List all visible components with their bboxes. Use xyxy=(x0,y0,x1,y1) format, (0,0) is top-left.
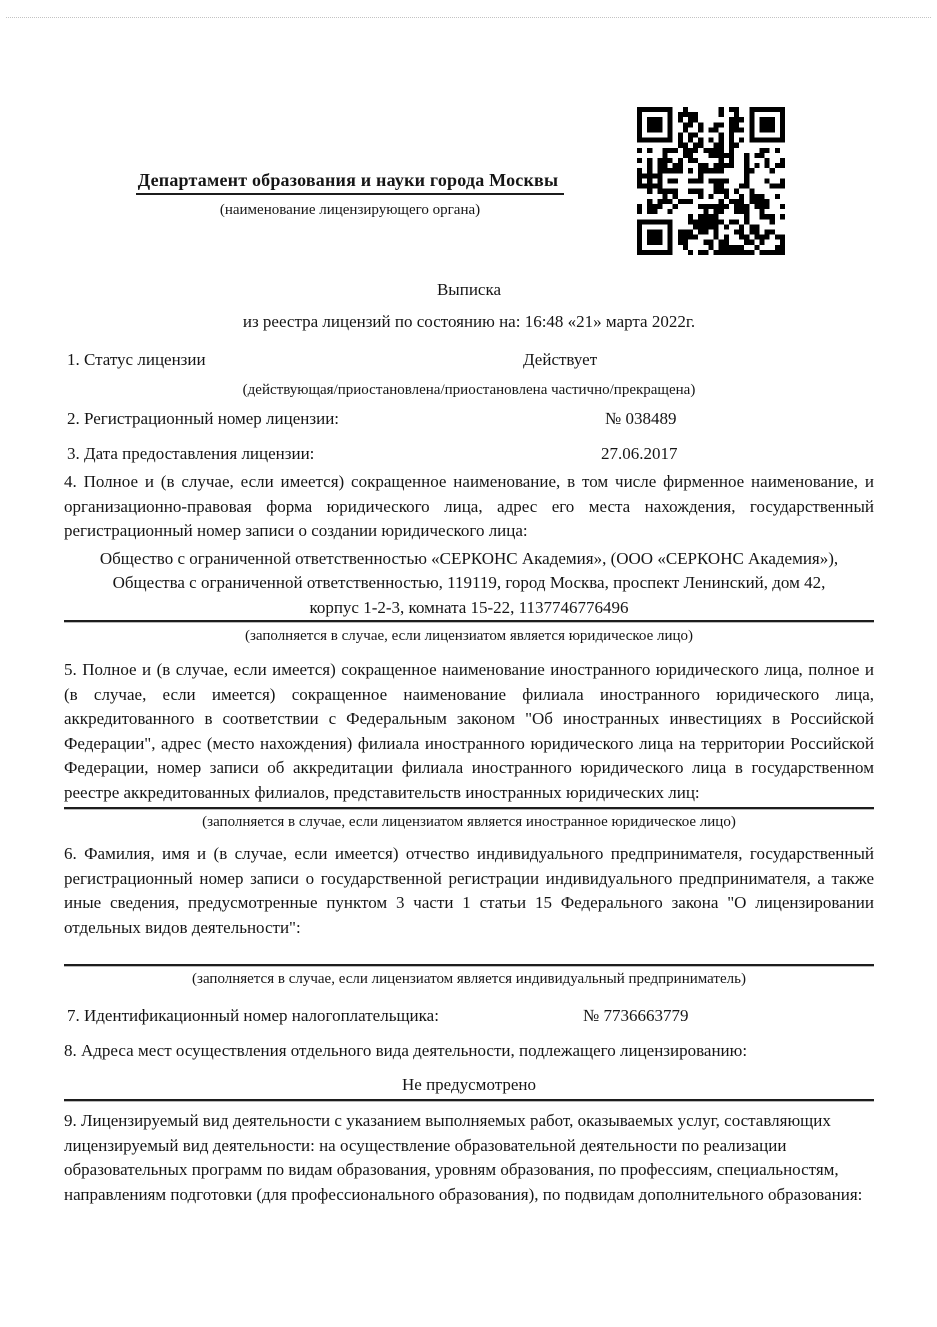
field-license-status xyxy=(64,348,874,372)
separator-rule-addresses xyxy=(64,1099,874,1101)
taxpayer-number-value: № 7736663779 xyxy=(583,1006,689,1025)
scan-artifact-line xyxy=(6,17,931,18)
grant-date-value: 27.06.2017 xyxy=(601,444,678,463)
clause-8-text: 8. Адреса мест осуществления отдельного вида деятельности, подлежащего лицензированию: xyxy=(64,1041,748,1060)
field-grant-date xyxy=(64,442,874,466)
entrepreneur-caption: (заполняется в случае, если лицензиатом является индивидуальный предприниматель) xyxy=(192,971,746,987)
separator-rule-legal-entity xyxy=(64,620,874,622)
clause-5-text: 5. Полное и (в случае, если имеется) сокращенное наименование иностранного юридического лица, полное и (в случае, если имеется) сокращенное наименование филиала иностранного юридического лица, аккредитованного в соответствии с Федеральным законом "Об иностранных инвестициях в Российской Федерации", адрес (место нахождения) филиала иностранного юридического лица на территории Российской Федерации, номер записи об аккредитации филиала иностранного юридического лица в государственном реестре аккредитованных филиалов, представительств иностранных юридических лиц: xyxy=(64,660,874,802)
license-status-label: 1. Статус лицензии xyxy=(67,350,206,369)
document-header xyxy=(64,168,636,220)
licensee-name-and-address: Общество с ограниченной ответственностью «СЕРКОНС Академия», (ООО «СЕРКОНС Академия»), Общества с ограниченной ответственностью, 119119, город Москва, проспект Ленинский, дом 42, корпус 1-2-3, комната 15-22, 1137746776496 xyxy=(99,548,839,617)
license-status-value: Действует xyxy=(523,350,598,369)
license-status-options-caption: (действующая/приостановлена/приостановлена частично/прекращена) xyxy=(242,382,696,398)
document-body xyxy=(64,278,874,1207)
registration-number-value: № 038489 xyxy=(605,409,677,428)
clause-4-text: 4. Полное и (в случае, если имеется) сокращенное наименование, в том числе фирменное наименование, и организационно-правовая форма юридического лица, адрес его места нахождения, государственный регистрационный номер записи о создании юридического лица: xyxy=(64,472,874,540)
separator-rule-foreign-entity xyxy=(64,807,874,809)
foreign-entity-caption: (заполняется в случае, если лицензиатом является иностранное юридическое лицо) xyxy=(202,814,736,830)
licensing-authority-name: Департамент образования и науки города Москвы xyxy=(136,168,564,195)
document-title: Выписка xyxy=(436,280,502,299)
clause-8-value: Не предусмотрено xyxy=(402,1074,536,1094)
qr-code-image xyxy=(637,107,785,255)
clause-9-text: 9. Лицензируемый вид деятельности с указанием выполняемых работ, оказываемых услуг, составляющих лицензируемый вид деятельности: на осуществление образовательной деятельности по реализации образовательных программ по видам образования, уровням образования, по профессиям, специальностям, направлениям подготовки (для профессионального образования), по подвидам дополнительного образования: xyxy=(64,1111,863,1204)
field-taxpayer-number xyxy=(64,1004,874,1028)
legal-entity-caption: (заполняется в случае, если лицензиатом является юридическое лицо) xyxy=(244,628,694,644)
document-subtitle: из реестра лицензий по состоянию на: 16:48 «21» марта 2022г. xyxy=(242,311,696,331)
field-registration-number xyxy=(64,407,874,431)
separator-rule-entrepreneur xyxy=(64,964,874,966)
registration-number-label: 2. Регистрационный номер лицензии: xyxy=(67,409,340,428)
grant-date-label: 3. Дата предоставления лицензии: xyxy=(67,444,315,463)
licensing-authority-caption: (наименование лицензирующего органа) xyxy=(219,202,481,218)
taxpayer-number-label: 7. Идентификационный номер налогоплательщика: xyxy=(67,1006,439,1025)
clause-6-text: 6. Фамилия, имя и (в случае, если имеется) отчество индивидуального предпринимателя, государственный регистрационный номер записи о государственной регистрации индивидуального предпринимателя, а также иные сведения, предусмотренные пунктом 3 части 1 статьи 15 Федерального закона "О лицензировании отдельных видов деятельности": xyxy=(64,844,874,937)
qr-code xyxy=(637,107,785,255)
